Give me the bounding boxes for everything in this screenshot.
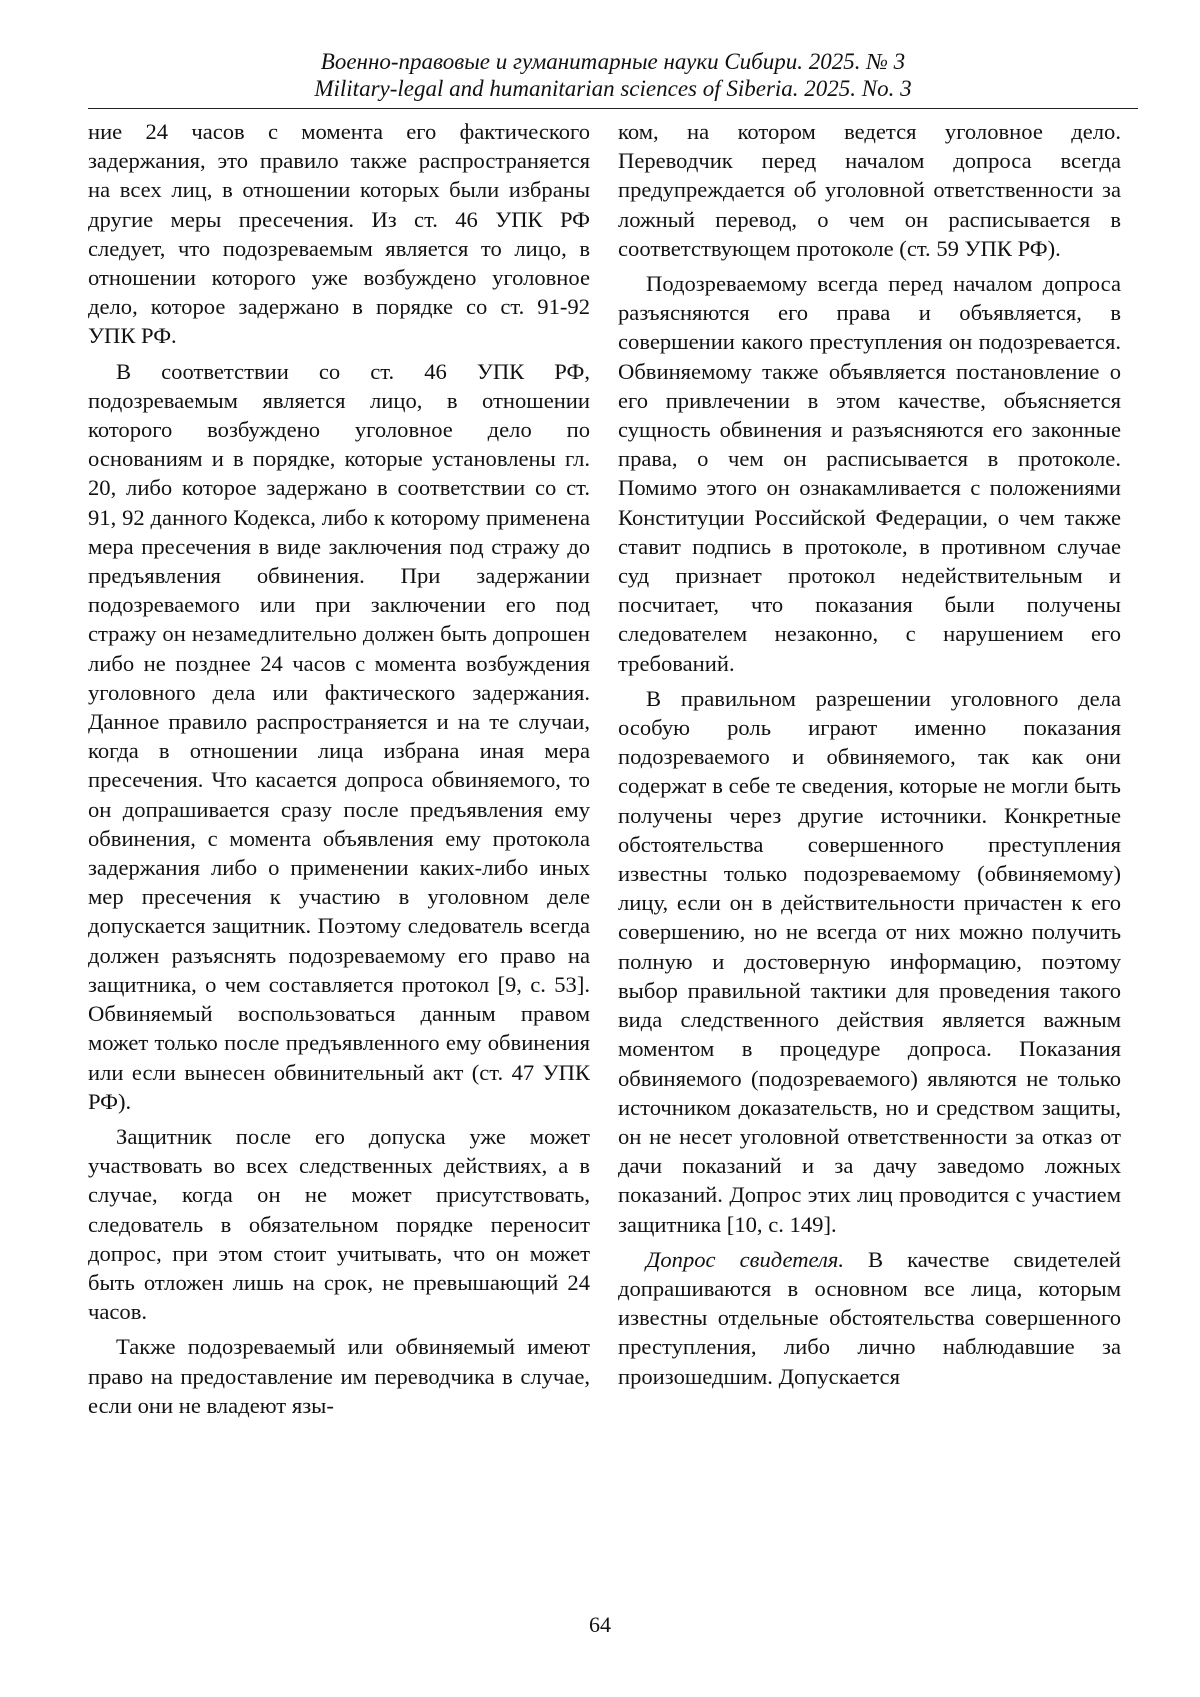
paragraph: Защитник после его допуска уже может участвовать во всех следственных действиях, а в случае, когда он не может присутствовать, следователь в обязательном порядке переносит допрос, при этом стоит учитывать, что он может быть отложен лишь на срок, не превышающий 24 часов. <box>88 1123 590 1325</box>
paragraph: Подозреваемому всегда перед началом допроса разъясняются его права и объявляется, в совершении какого преступления он подозревается. Обвиняемому также объявляется постановление о его привлечении в этом качестве, объясняется сущность обвинения и разъясняются его законные права, о чем он расписывается в протоколе. Помимо этого он ознакамливается с положениями Конституции Российской Федерации, о чем также ставит подпись в протоколе, в противном случае суд признает протокол недействительным и посчитает, что показания были получены следователем незаконно, с нарушением его требований. <box>618 271 1121 676</box>
paragraph: ком, на котором ведется уголовное дело. Переводчик перед началом допроса всегда предупреждается об уголовной ответственности за ложный перевод, о чем он расписывается в соответствующем протоколе (ст. 59 УПК РФ). <box>618 119 1121 261</box>
paragraph: Также подозреваемый или обвиняемый имеют право на предоставление им переводчика в случае, если они не владеют язы- <box>88 1334 590 1418</box>
section-lead-italic: Допрос свидетеля. <box>646 1246 844 1272</box>
paragraph: В соответствии со ст. 46 УПК РФ, подозреваемым является лицо, в отношении которого возбуждено уголовное дело по основаниям и в порядке, которые установлены гл. 20, либо которое задержано в соответствии со ст. 91, 92 данного Кодекса, либо к которому применена мера пресечения в виде заключения под стражу до предъявления обвинения. При задержании подозреваемого или при заключении его под стражу он незамедлительно должен быть допрошен либо не позднее 24 часов с момента возбуждения уголовного дела или фактического задержания. Данное правило распространяется и на те случаи, когда в отношении лица избрана иная мера пресечения. Что касается допроса обвиняемого, то он допрашивается сразу после предъявления ему обвинения, с момента объявления ему протокола задержания либо о применении каких-либо иных мер пресечения к участию в уголовном деле допускается защитник. Поэтому следователь всегда должен разъяснять подозреваемому его право на защитника, о чем составляется протокол [9, с. 53]. Обвиняемый воспользоваться данным правом может только после предъявленного ему обвинения или если вынесен обвинительный акт (ст. 47 УПК РФ). <box>88 358 590 1114</box>
left-column <box>88 117 590 1426</box>
page-number: 64 <box>589 1612 611 1637</box>
paragraph: ние 24 часов с момента его фактического задержания, это правило также распространяется на всех лиц, в отношении которых были избраны другие меры пресечения. Из ст. 46 УПК РФ следует, что подозреваемым является то лицо, в отношении которого уже возбуждено уголовное дело, которое задержано в порядке со ст. 91-92 УПК РФ. <box>88 119 590 349</box>
journal-title-en: Military-legal and humanitarian sciences of Siberia. 2025. No. 3 <box>314 76 912 101</box>
running-header <box>88 48 1138 102</box>
header-rule <box>88 108 1138 109</box>
paragraph-text: В качестве свидетелей допрашиваются в основном все лица, которым известны отдельные обстоятельства совершенного преступления, либо лично наблюдавшие за произошедшим. Допускается <box>618 1246 1121 1389</box>
journal-title-ru: Военно-правовые и гуманитарные науки Сибири. 2025. № 3 <box>320 49 906 74</box>
paragraph: В правильном разрешении уголовного дела особую роль играют именно показания подозреваемого и обвиняемого, так как они содержат в себе те сведения, которые не могли быть получены через другие источники. Конкретные обстоятельства совершенного преступления известны только подозреваемому (обвиняемому) лицу, если он в действительности причастен к его совершению, но не всегда от них можно получить полную и достоверную информацию, поэтому выбор правильной тактики для проведения такого вида следственного действия является важным моментом в процедуре допроса. Показания обвиняемого (подозреваемого) являются не только источником доказательств, но и средством защиты, он не несет уголовной ответственности за отказ от дачи показаний и за дачу заведомо ложных показаний. Допрос этих лиц проводится с участием защитника [10, с. 149]. <box>618 685 1121 1237</box>
paragraph-witness-interrogation <box>618 1245 1121 1391</box>
right-column <box>618 117 1121 1397</box>
